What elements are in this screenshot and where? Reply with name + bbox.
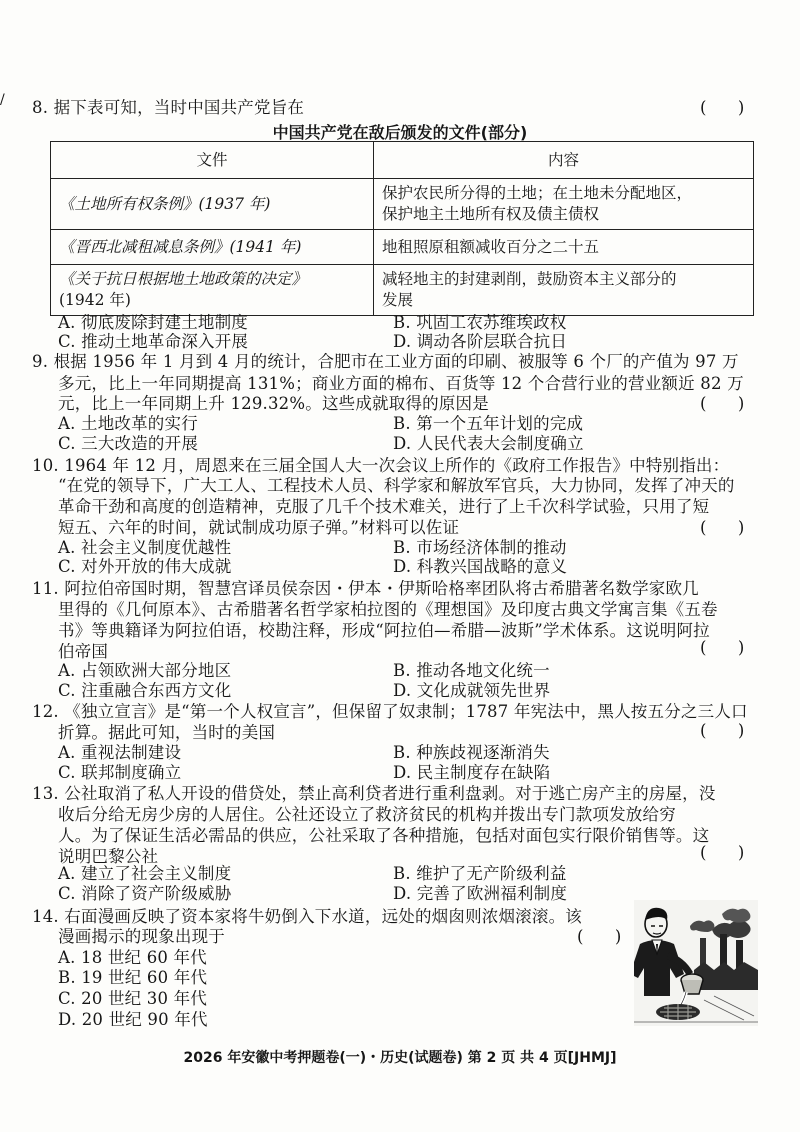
q13-option-c: C. 消除了资产阶级威胁 [58,884,232,903]
q10-stem-line4: 短五、六年的时间，就试制成功原子弹。”材料可以佐证 [58,518,460,537]
header-document: 文件 [51,142,374,179]
q13-option-d: D. 完善了欧洲福利制度 [393,884,568,903]
q8-option-d: D. 调动各阶层联合抗日 [393,332,568,351]
q10-stem-line1: 10. 1964 年 12 月，周恩来在三届全国人大一次会议上所作的《政府工作报告》中特别指出： [32,456,730,475]
q11-option-a: A. 占领欧洲大部分地区 [58,661,232,680]
table-row [51,265,754,316]
row1-document: 《土地所有权条例》(1937 年) [51,179,374,230]
q11-stem-line4: 伯帝国 [58,642,109,661]
q11-answer-paren: ( ) [700,638,745,657]
row3-document-line1: 《关于抗日根据地土地政策的决定》 [59,270,308,288]
row1-content-line2: 保护地主土地所有权及债主债权 [382,205,600,223]
q14-stem-line2: 漫画揭示的现象出现于 [58,927,225,946]
q11-stem-line1: 11. 阿拉伯帝国时期，智慧宫译员侯奈因・伊本・伊斯哈格率团队将古希腊著名数学家欧几 [32,579,699,598]
header-content: 内容 [374,142,754,179]
row3-content [374,265,754,316]
q10-option-d: D. 科教兴国战略的意义 [393,557,568,576]
q10-stem-line3: 革命干劲和高度的创造精神，克服了几千个技术难关，进行了上千次科学试验，只用了短 [58,497,710,516]
q9-answer-paren: ( ) [700,394,745,413]
q11-option-b: B. 推动各地文化统一 [393,661,550,680]
q8-option-c: C. 推动土地革命深入开展 [58,332,249,351]
q8-stem: 8. 据下表可知，当时中国共产党旨在 [32,98,305,117]
q10-answer-paren: ( ) [700,518,745,537]
row2-content: 地租照原租额减收百分之二十五 [374,230,754,265]
q11-option-d: D. 文化成就领先世界 [393,681,551,700]
q8-table-title: 中国共产党在敌后颁发的文件(部分) [272,123,528,142]
q14-option-d: D. 20 世纪 90 年代 [58,1010,208,1029]
q14-option-a: A. 18 世纪 60 年代 [58,948,207,967]
milk-dumping-cartoon-image [634,900,758,1026]
q13-stem-line4: 说明巴黎公社 [58,847,159,866]
q9-option-d: D. 人民代表大会制度确立 [393,434,584,453]
q13-stem-line1: 13. 公社取消了私人开设的借贷处，禁止高利贷者进行重利盘剥。对于逃亡房产主的房屋，没 [32,784,716,803]
q11-stem-line3: 书》等典籍译为阿拉伯语，校勘注释，形成“阿拉伯—希腊—波斯”学术体系。这说明阿拉 [58,621,710,640]
q11-stem-line2: 里得的《几何原本》、古希腊著名哲学家柏拉图的《理想国》及印度古典文学寓言集《五卷 [58,600,718,619]
row3-content-line1: 减轻地主的封建剥削，鼓励资本主义部分的 [382,270,677,288]
row3-document [51,265,374,316]
q14-option-c: C. 20 世纪 30 年代 [58,989,208,1008]
page-footer: 2026 年安徽中考押题卷(一)・历史(试题卷) 第 2 页 共 4 页[JHMJ] [183,1050,617,1066]
q8-documents-table [50,141,754,316]
q8-option-b: B. 巩固工农苏维埃政权 [393,313,567,332]
q13-option-a: A. 建立了社会主义制度 [58,864,232,883]
q9-stem-line1: 9. 根据 1956 年 1 月到 4 月的统计，合肥市在工业方面的印刷、被服等 6 个厂的产值为 97 万 [32,352,739,371]
q8-option-a: A. 彻底废除封建土地制度 [58,313,249,332]
q14-answer-paren: ( ) [577,927,622,946]
table-row [51,179,754,230]
q9-option-c: C. 三大改造的开展 [58,434,199,453]
q11-option-c: C. 注重融合东西方文化 [58,681,232,700]
q12-option-b: B. 种族歧视逐渐消失 [393,743,550,762]
row1-content-line1: 保护农民所分得的土地；在土地未分配地区， [382,184,693,202]
row1-content [374,179,754,230]
q9-option-a: A. 土地改革的实行 [58,414,198,433]
q10-option-a: A. 社会主义制度优越性 [58,538,232,557]
margin-mark: / [0,92,5,108]
q12-stem-line2: 折算。据此可知，当时的美国 [58,723,276,742]
q13-stem-line2: 收后分给无房少房的人居住。公社还设立了救济贫民的机构并拨出专门款项发放给穷 [58,805,676,824]
q12-option-c: C. 联邦制度确立 [58,763,182,782]
q8-answer-paren: ( ) [700,98,745,117]
row2-document: 《晋西北减租减息条例》(1941 年) [51,230,374,265]
q14-stem-line1: 14. 右面漫画反映了资本家将牛奶倒入下水道，远处的烟囱则浓烟滚滚。该 [32,907,582,926]
q13-answer-paren: ( ) [700,843,745,862]
q9-stem-line3: 元，比上一年同期上升 129.32%。这些成就取得的原因是 [58,394,489,413]
table-header-row [51,142,754,179]
q12-answer-paren: ( ) [700,721,745,740]
q12-option-a: A. 重视法制建设 [58,743,182,762]
q10-option-c: C. 对外开放的伟大成就 [58,557,232,576]
q14-option-b: B. 19 世纪 60 年代 [58,968,208,987]
q13-option-b: B. 维护了无产阶级利益 [393,864,567,883]
q12-stem-line1: 12. 《独立宣言》是“第一个人权宣言”，但保留了奴隶制；1787 年宪法中，黑人按五分之三人口 [32,702,748,721]
row3-document-line2: (1942 年) [59,291,131,309]
q10-option-b: B. 市场经济体制的推动 [393,538,567,557]
q9-option-b: B. 第一个五年计划的完成 [393,414,584,433]
q10-stem-line2: “在党的领导下，广大工人、工程技术人员、科学家和解放军官兵，大力协同，发挥了冲天的 [58,476,735,495]
q13-stem-line3: 人。为了保证生活必需品的供应，公社采取了各种措施，包括对面包实行限价销售等。这 [58,826,710,845]
table-row [51,230,754,265]
row3-content-line2: 发展 [382,291,414,309]
q9-stem-line2: 多元，比上一年同期提高 131%；商业方面的棉布、百货等 12 个合营行业的营业额近 82 万 [58,374,744,393]
q12-option-d: D. 民主制度存在缺陷 [393,763,551,782]
